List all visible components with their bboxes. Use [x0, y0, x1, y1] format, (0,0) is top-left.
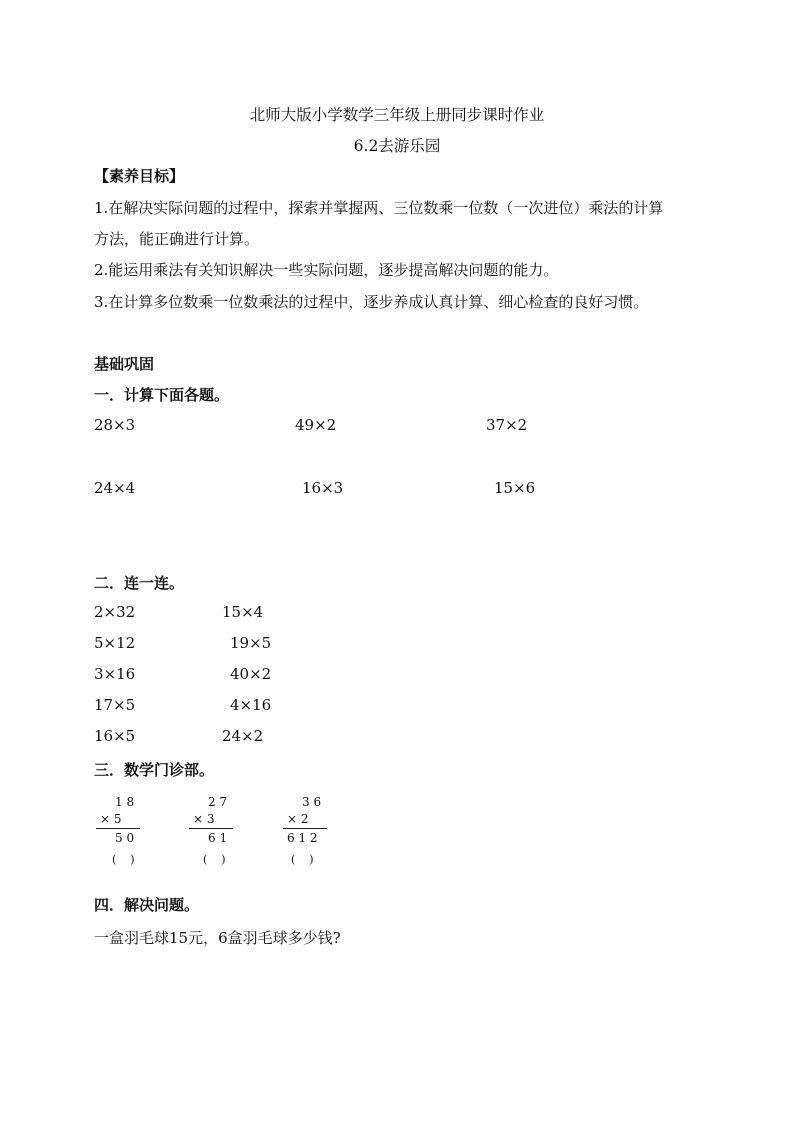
page-title: 北师大版小学数学三年级上册同步课时作业	[249, 106, 545, 124]
q3-top: 3 6	[302, 795, 322, 809]
q2-left-item: 17×5	[94, 696, 136, 714]
q3-answer-paren[interactable]: ( )	[112, 853, 135, 866]
q3-top: 1 8	[115, 795, 135, 809]
q2-right-item: 4×16	[230, 696, 272, 714]
q3-problem-3	[283, 795, 331, 867]
q3-answer-paren[interactable]: ( )	[203, 853, 226, 866]
q1-item: 49×2	[295, 416, 337, 434]
goals-heading: 【素养目标】	[94, 167, 185, 185]
q1-item: 24×4	[94, 479, 136, 497]
q3-mult: × 2	[287, 812, 309, 826]
q1-item: 28×3	[94, 416, 136, 434]
q3-top: 2 7	[208, 795, 228, 809]
q2-right-item: 15×4	[222, 603, 264, 621]
q1-item: 16×3	[302, 479, 344, 497]
q2-left-item: 5×12	[94, 634, 136, 652]
q3-result: 5 0	[115, 831, 135, 845]
goal-line-2: 方法，能正确进行计算。	[94, 230, 260, 248]
goal-line-4: 3.在计算多位数乘一位数乘法的过程中，逐步养成认真计算、细心检查的良好习惯。	[94, 293, 649, 311]
q3-heading: 三．数学门诊部。	[94, 761, 215, 779]
q2-left-item: 2×32	[94, 603, 136, 621]
q3-answer-paren[interactable]: ( )	[291, 853, 314, 866]
q3-mult: × 3	[193, 812, 215, 826]
q4-heading: 四．解决问题。	[94, 896, 200, 914]
page-subtitle: 6.2去游乐园	[353, 137, 441, 155]
q2-heading: 二．连一连。	[94, 574, 185, 592]
q3-rule	[189, 828, 233, 829]
q1-heading: 一．计算下面各题。	[94, 386, 230, 404]
q4-question: 一盒羽毛球15元，6盒羽毛球多少钱?	[94, 929, 341, 947]
q1-item: 15×6	[494, 479, 536, 497]
section-basic-heading: 基础巩固	[94, 355, 155, 373]
q2-right-item: 40×2	[230, 665, 272, 683]
q2-left-item: 16×5	[94, 727, 136, 745]
q3-problem-2	[189, 795, 237, 867]
goal-line-3: 2.能运用乘法有关知识解决一些实际问题，逐步提高解决问题的能力。	[94, 261, 559, 279]
q3-mult: × 5	[100, 812, 122, 826]
q2-right-item: 19×5	[230, 634, 272, 652]
q3-rule	[283, 828, 327, 829]
q1-item: 37×2	[486, 416, 528, 434]
q3-result: 6 1	[208, 831, 228, 845]
q3-problem-1	[96, 795, 144, 867]
q3-rule	[96, 828, 140, 829]
q2-right-item: 24×2	[222, 727, 264, 745]
q3-result: 6 1 2	[287, 831, 318, 845]
q2-left-item: 3×16	[94, 665, 136, 683]
goal-line-1: 1.在解决实际问题的过程中，探索并掌握两、三位数乘一位数（一次进位）乘法的计算	[94, 199, 664, 217]
